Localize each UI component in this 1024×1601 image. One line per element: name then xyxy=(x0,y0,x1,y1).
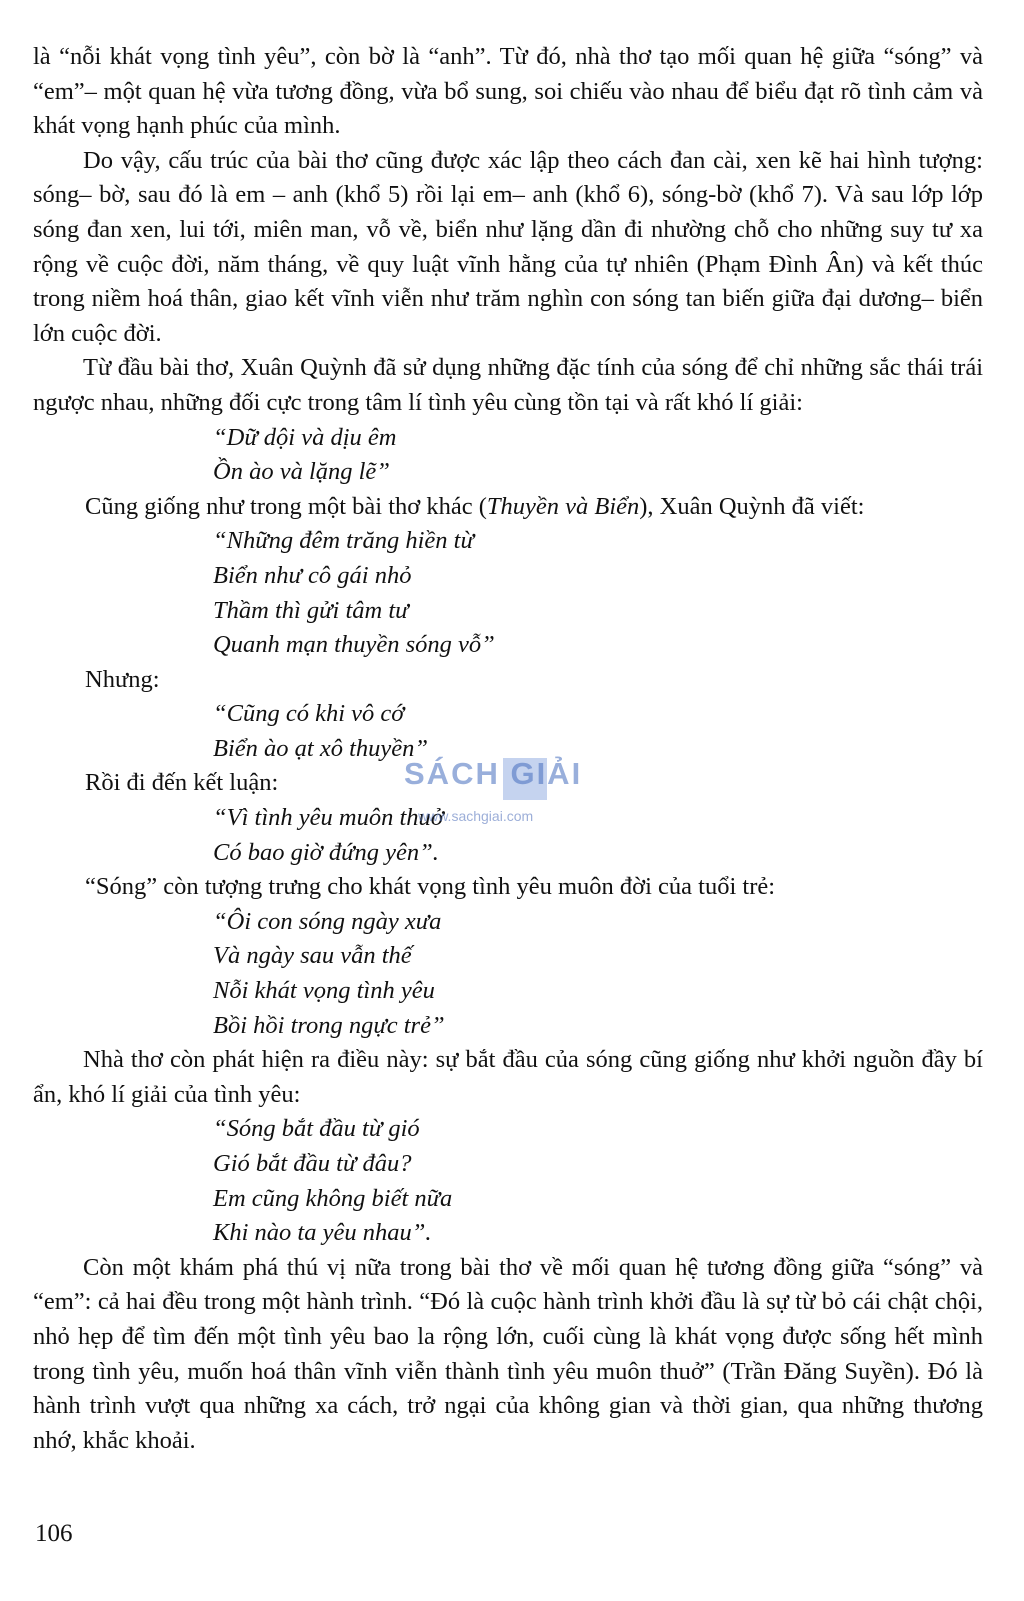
poem-line: Biển ào ạt xô thuyền” xyxy=(213,734,429,762)
paragraph-2: Do vậy, cấu trúc của bài thơ cũng được xác lập theo cách đan cài, xen kẽ hai hình tượng: sóng– bờ, sau đó là em – anh (khổ 5) rồi lại em– anh (khổ 6), sóng-bờ (khổ 7). Và sau lớp lớp sóng đan xen, lui tới, miên man, vỗ về, biển như lặng dần đi nhường chỗ cho những suy tư xa rộng về cuộc đời, năm tháng, về quy luật vĩnh hằng của tự nhiên (Phạm Đình Ân) và kết thúc trong niềm hoá thân, giao kết vĩnh viễn như trăm nghìn con sóng tan biến giữa đại dương– biển lớn cuộc đời. xyxy=(33,146,983,347)
poem-quote-6 xyxy=(33,1112,983,1250)
paragraph-3: Từ đầu bài thơ, Xuân Quỳnh đã sử dụng những đặc tính của sóng để chỉ những sắc thái trái ngược nhau, những đối cực trong tâm lí tình yêu cùng tồn tại và rất khó lí giải: xyxy=(33,354,983,416)
poem-line: Quanh mạn thuyền sóng vỗ” xyxy=(213,631,495,659)
page-number: 106 xyxy=(35,1520,73,1547)
poem-line: Em cũng không biết nữa xyxy=(213,1184,453,1212)
paragraph-4-text-a: Cũng giống như trong một bài thơ khác ( xyxy=(85,492,487,520)
paragraph-6: Rồi đi đến kết luận: xyxy=(85,769,279,797)
paragraph-1: là “nỗi khát vọng tình yêu”, còn bờ là “anh”. Từ đó, nhà thơ tạo mối quan hệ giữa “sóng” và “em”– một quan hệ vừa tương đồng, vừa bổ sung, soi chiếu vào nhau để biểu đạt rõ tình cảm và khát vọng hạnh phúc của mình. xyxy=(33,43,983,140)
watermark-url: www.sachgiai.com xyxy=(418,808,534,824)
poem-quote-5 xyxy=(33,905,983,1043)
poem-line: Có bao giờ đứng yên”. xyxy=(213,838,439,866)
poem-line: Bồi hồi trong ngực trẻ” xyxy=(213,1011,445,1039)
poem-title: Thuyền và Biển xyxy=(486,492,640,520)
paragraph-4-text-b: ), Xuân Quỳnh đã viết: xyxy=(639,492,865,520)
poem-line: “Sóng bắt đầu từ gió xyxy=(213,1115,420,1143)
paragraph-4 xyxy=(33,490,983,525)
paragraph-9: Còn một khám phá thú vị nữa trong bài thơ về mối quan hệ tương đồng giữa “sóng” và “em”: cả hai đều trong một hành trình. “Đó là cuộc hành trình khởi đầu là sự từ bỏ cái chật chội, nhỏ hẹp để tìm đến một tình yêu bao la rộng lớn, cuối cùng là khát vọng được sống hết mình trong tình yêu, muốn hoá thân vĩnh viễn thành tình yêu muôn thuở” (Trần Đăng Suyền). Đó là hành trình vượt qua những xa cách, trở ngại của không gian và thời gian, qua những thương nhớ, khắc khoải. xyxy=(33,1253,983,1454)
poem-line: Gió bắt đầu từ đâu? xyxy=(213,1150,412,1177)
poem-line: Ồn ào và lặng lẽ” xyxy=(213,458,390,486)
paragraph-7: “Sóng” còn tượng trưng cho khát vọng tình yêu muôn đời của tuổi trẻ: xyxy=(85,873,776,901)
poem-line: Và ngày sau vẫn thế xyxy=(213,942,412,970)
watermark-logo-text: SÁCH GIẢI xyxy=(404,756,583,791)
poem-line: “Ôi con sóng ngày xưa xyxy=(213,907,442,935)
poem-line: Khi nào ta yêu nhau”. xyxy=(213,1219,432,1247)
poem-quote-2 xyxy=(33,524,983,662)
paragraph-5: Nhưng: xyxy=(85,665,160,693)
poem-line: “Dữ dội và dịu êm xyxy=(213,423,397,451)
poem-line: Thầm thì gửi tâm tư xyxy=(213,596,409,624)
poem-quote-1 xyxy=(33,421,983,490)
watermark xyxy=(398,756,628,836)
poem-line: “Những đêm trăng hiền từ xyxy=(213,527,474,555)
poem-line: Biển như cô gái nhỏ xyxy=(213,561,412,589)
page-body xyxy=(33,40,983,1458)
paragraph-8: Nhà thơ còn phát hiện ra điều này: sự bắt đầu của sóng cũng giống như khởi nguồn đầy bí ẩn, khó lí giải của tình yêu: xyxy=(33,1046,983,1108)
poem-line: “Cũng có khi vô cớ xyxy=(213,700,405,728)
poem-line: Nỗi khát vọng tình yêu xyxy=(213,977,435,1005)
poem-line: “Vì tình yêu muôn thuở xyxy=(213,804,444,832)
